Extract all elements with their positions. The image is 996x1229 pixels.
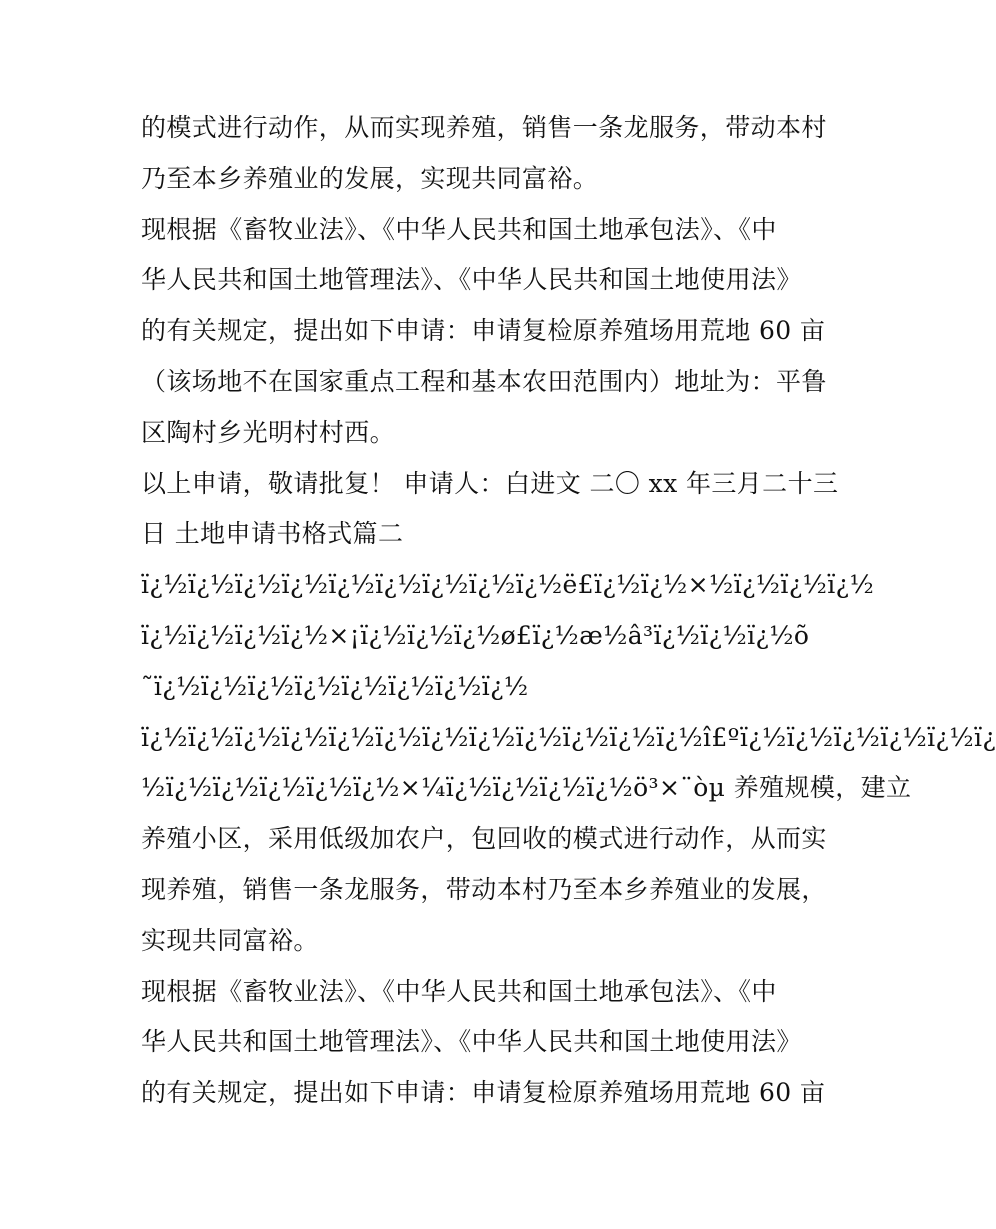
text-line: 现养殖，销售一条龙服务，带动本村乃至本乡养殖业的发展， xyxy=(141,874,827,904)
text-line: 华人民共和国土地管理法》、《中华人民共和国土地使用法》 xyxy=(141,1027,802,1057)
text-line: ï¿½ï¿½ï¿½ï¿½×¡ï¿½ï¿½ï¿½ø£ï¿½æ½â³ï¿½ï¿½ï¿½õ xyxy=(141,620,810,650)
document-body xyxy=(141,103,996,1119)
text-line: 的模式进行动作，从而实现养殖，销售一条龙服务，带动本村 xyxy=(141,113,827,142)
text-line: 现根据《畜牧业法》、《中华人民共和国土地承包法》、《中 xyxy=(141,214,777,244)
text-line: 现根据《畜牧业法》、《中华人民共和国土地承包法》、《中 xyxy=(141,976,777,1006)
text-line: 以上申请，敬请批复！ 申请人：白进文 二〇 xx 年三月二十三 xyxy=(141,468,839,498)
text-line: 实现共同富裕。 xyxy=(141,925,319,955)
text-line: 的有关规定，提出如下申请：申请复检原养殖场用荒地 60 亩 xyxy=(141,1078,826,1108)
text-line: 区陶村乡光明村村西。 xyxy=(141,417,396,447)
text-line: ï¿½ï¿½ï¿½ï¿½ï¿½ï¿½ï¿½ï¿½ï¿½ï¿½ï¿½ï¿½î£ºï¿½ï¿½ï¿½ï¿½ï¿½ï¿ xyxy=(141,722,996,752)
text-line: 养殖小区，采用低级加农户，包回收的模式进行动作，从而实 xyxy=(141,824,827,854)
text-line: 华人民共和国土地管理法》、《中华人民共和国土地使用法》 xyxy=(141,265,802,295)
text-line: 乃至本乡养殖业的发展，实现共同富裕。 xyxy=(141,163,599,193)
text-line: ˜ï¿½ï¿½ï¿½ï¿½ï¿½ï¿½ï¿½ï¿½ xyxy=(141,671,529,701)
text-line: ï¿½ï¿½ï¿½ï¿½ï¿½ï¿½ï¿½ï¿½ï¿½ë£ï¿½ï¿½×½ï¿½ï¿½ï¿½ xyxy=(141,570,875,600)
text-line: 日 土地申请书格式篇二 xyxy=(141,519,404,549)
text-line: 的有关规定，提出如下申请：申请复检原养殖场用荒地 60 亩 xyxy=(141,316,826,346)
text-line: （该场地不在国家重点工程和基本农田范围内）地址为：平鲁 xyxy=(141,366,827,396)
text-line: ½ï¿½ï¿½ï¿½ï¿½ï¿½×¼ï¿½ï¿½ï¿½ï¿½ö³×¨òµ 养殖规模，建立 xyxy=(141,773,912,803)
